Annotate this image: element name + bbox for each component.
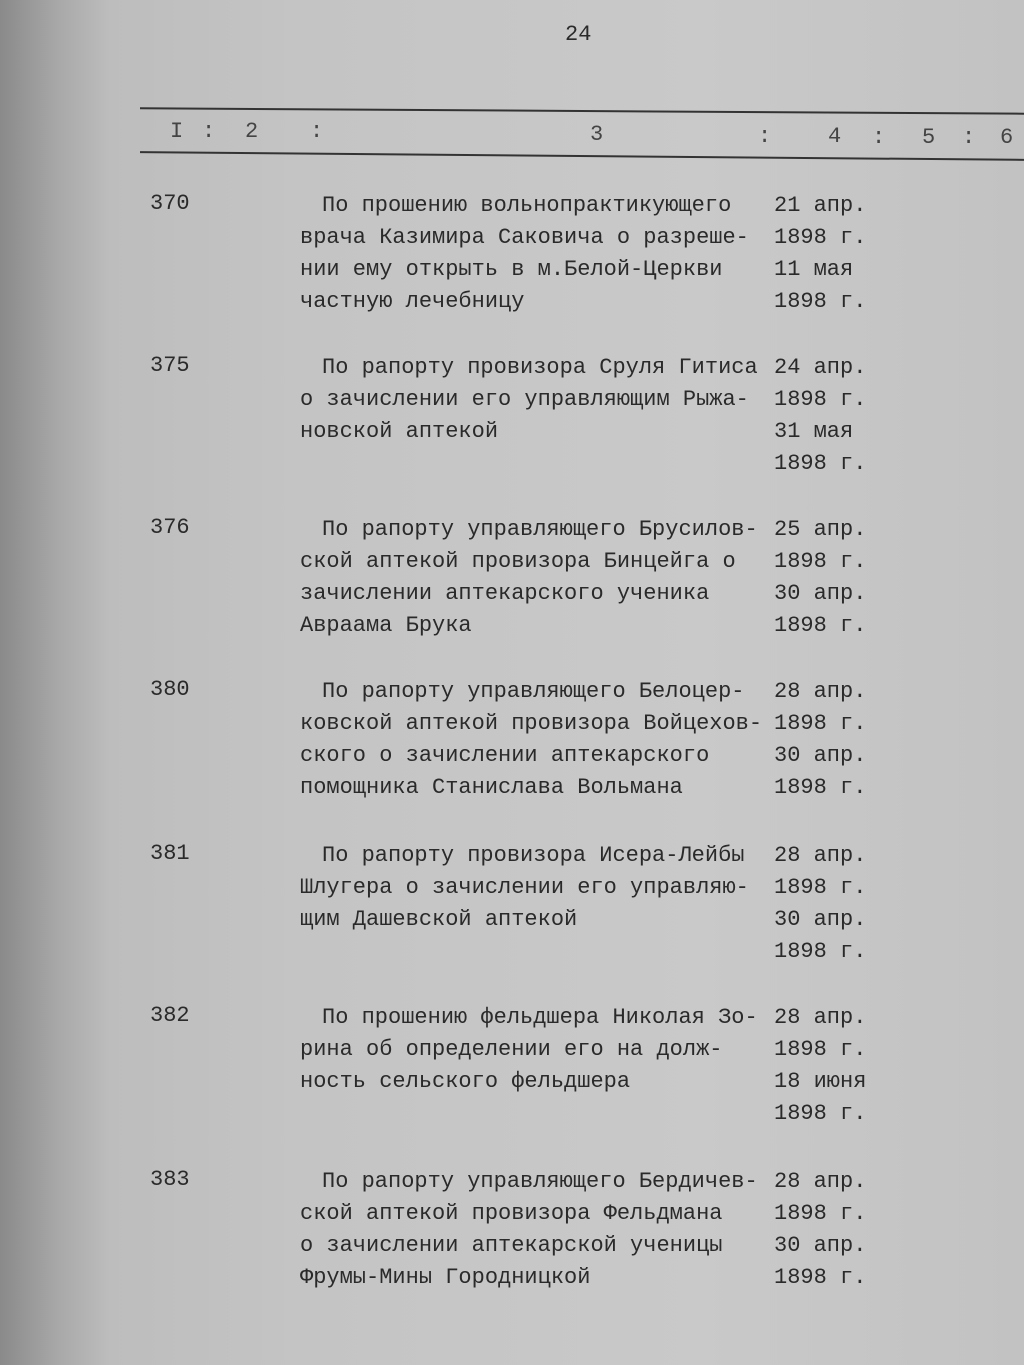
date-line: 28 апр. xyxy=(774,1005,867,1030)
date-line: 31 мая xyxy=(774,419,854,444)
entry-dates xyxy=(774,514,894,642)
separator: : xyxy=(962,125,976,150)
description-line: зачислении аптекарского ученика xyxy=(300,581,710,606)
description-line: Шлугера о зачислении его управляю- xyxy=(300,875,749,900)
separator: : xyxy=(758,124,772,149)
entry-description xyxy=(300,1002,770,1098)
col-1-label: I xyxy=(170,119,184,144)
date-line: 30 апр. xyxy=(774,907,867,932)
description-line: По прошению фельдшера Николая Зо- xyxy=(322,1005,758,1030)
date-line: 30 апр. xyxy=(774,581,867,606)
entry-number: 383 xyxy=(150,1167,190,1192)
date-line: 1898 г. xyxy=(774,1101,867,1126)
entry-description xyxy=(300,1166,770,1294)
date-line: 11 мая xyxy=(774,257,854,282)
entry-dates xyxy=(774,676,894,804)
date-line: 1898 г. xyxy=(774,225,867,250)
entry-description xyxy=(300,352,770,448)
header-top-rule xyxy=(140,107,1024,114)
date-line: 28 апр. xyxy=(774,843,867,868)
date-line: 1898 г. xyxy=(774,1037,867,1062)
date-line: 1898 г. xyxy=(774,613,867,638)
description-line: По рапорту провизора Исера-Лейбы xyxy=(322,843,745,868)
entry-description xyxy=(300,676,770,804)
col-3-label: 3 xyxy=(590,122,604,147)
date-line: 21 апр. xyxy=(774,193,867,218)
date-line: 30 апр. xyxy=(774,743,867,768)
date-line: 30 апр. xyxy=(774,1233,867,1258)
description-line: Фрумы-Мины Городницкой xyxy=(300,1265,591,1290)
entry-description xyxy=(300,840,770,936)
description-line: По прошению вольнопрактикующего xyxy=(322,193,732,218)
date-line: 1898 г. xyxy=(774,875,867,900)
date-line: 1898 г. xyxy=(774,549,867,574)
description-line: новской аптекой xyxy=(300,419,499,444)
entry-dates xyxy=(774,1166,894,1294)
entry-dates xyxy=(774,352,894,480)
entry-number: 382 xyxy=(150,1003,190,1028)
description-line: врача Казимира Саковича о разреше- xyxy=(300,225,749,250)
entry-number: 380 xyxy=(150,677,190,702)
description-line: По рапорту управляющего Брусилов- xyxy=(322,517,758,542)
description-line: ской аптекой провизора Бинцейга о xyxy=(300,549,736,574)
description-line: ского о зачислении аптекарского xyxy=(300,743,710,768)
description-line: щим Дашевской аптекой xyxy=(300,907,578,932)
separator: : xyxy=(872,125,886,150)
separator: : xyxy=(202,119,216,144)
separator: : xyxy=(310,119,324,144)
description-line: о зачислении его управляющим Рыжа- xyxy=(300,387,749,412)
entry-number: 376 xyxy=(150,515,190,540)
description-line: нии ему открыть в м.Белой-Церкви xyxy=(300,257,723,282)
col-2-label: 2 xyxy=(245,119,259,144)
description-line: частную лечебницу xyxy=(300,289,525,314)
date-line: 1898 г. xyxy=(774,387,867,412)
description-line: ковской аптекой провизора Войцехов- xyxy=(300,711,763,736)
col-6-label: 6 xyxy=(1000,125,1014,150)
description-line: помощника Станислава Вольмана xyxy=(300,775,683,800)
col-5-label: 5 xyxy=(922,125,936,150)
page-number: 24 xyxy=(565,22,592,47)
date-line: 28 апр. xyxy=(774,679,867,704)
description-line: По рапорту управляющего Белоцер- xyxy=(322,679,745,704)
entry-dates xyxy=(774,1002,894,1130)
description-line: о зачислении аптекарской ученицы xyxy=(300,1233,723,1258)
description-line: ской аптекой провизора Фельдмана xyxy=(300,1201,723,1226)
description-line: ность сельского фельдшера xyxy=(300,1069,631,1094)
date-line: 28 апр. xyxy=(774,1169,867,1194)
date-line: 1898 г. xyxy=(774,939,867,964)
entry-dates xyxy=(774,840,894,968)
entry-description xyxy=(300,514,770,642)
date-line: 1898 г. xyxy=(774,711,867,736)
entry-number: 381 xyxy=(150,841,190,866)
date-line: 18 июня xyxy=(774,1069,867,1094)
column-header xyxy=(140,119,1024,150)
entry-description xyxy=(300,190,770,318)
col-4-label: 4 xyxy=(828,124,842,149)
description-line: По рапорту управляющего Бердичев- xyxy=(322,1169,758,1194)
date-line: 24 апр. xyxy=(774,355,867,380)
entry-number: 370 xyxy=(150,191,190,216)
description-line: По рапорту провизора Сруля Гитиса xyxy=(322,355,758,380)
date-line: 1898 г. xyxy=(774,775,867,800)
date-line: 1898 г. xyxy=(774,451,867,476)
date-line: 1898 г. xyxy=(774,1201,867,1226)
description-line: Авраама Брука xyxy=(300,613,472,638)
entry-dates xyxy=(774,190,894,318)
description-line: рина об определении его на долж- xyxy=(300,1037,723,1062)
entry-number: 375 xyxy=(150,353,190,378)
header-bottom-rule xyxy=(140,151,1024,161)
date-line: 25 апр. xyxy=(774,517,867,542)
date-line: 1898 г. xyxy=(774,289,867,314)
date-line: 1898 г. xyxy=(774,1265,867,1290)
